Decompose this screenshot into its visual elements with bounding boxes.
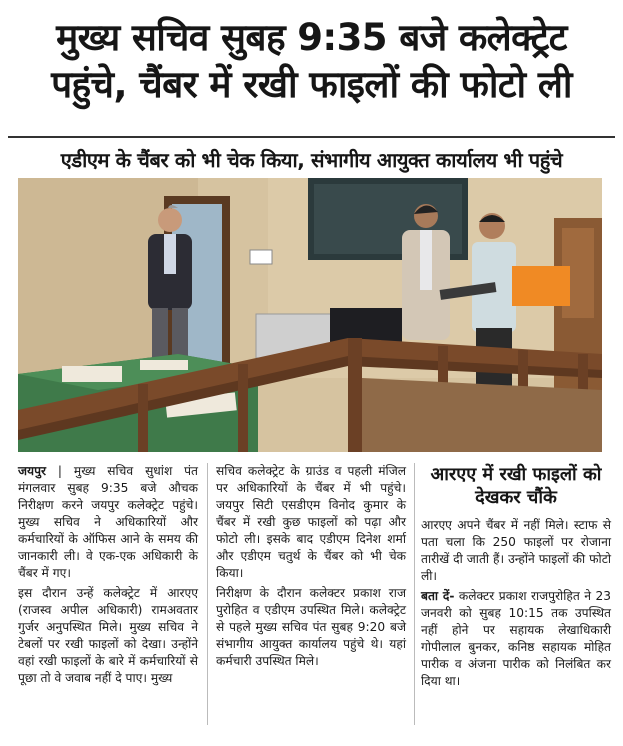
sidebar-title: आरएए में रखी फाइलों को देखकर चौंके [430, 464, 602, 508]
article-paragraph: निरीक्षण के दौरान कलेक्टर प्रकाश राज पुरोहित व एडीएम उपस्थित मिले। कलेक्ट्रेट से पहले मुख्य सचिव पंत सुबह 9:20 बजे संभागीय आयुक्त कार्यालय पहुंचे थे। यहां कर्मचारी उपस्थित मिले। [216, 586, 406, 668]
column-divider [207, 463, 208, 725]
article-text: | मुख्य सचिव सुधांश पंत मंगलवार सुबह 9:35 बजे औचक निरीक्षण करने जयपुर कलेक्ट्रेट पहुंचे। मुख्य सचिव ने अधिकारियों और कर्मचारियों के ऑफिस आने के समय की जानकारी ली। वे एक-एक अधिकारी के चैंबर में गए। [18, 464, 198, 580]
column-divider [414, 463, 415, 725]
sidebar-lead: बता दें- [421, 589, 455, 603]
sidebar-text: कलेक्टर प्रकाश राजपुरोहित ने 23 जनवरी को सुबह 10:15 तक उपस्थित नहीं होने पर सहायक लेखाधिकारी गोपीलाल बुनकर, कनिष्ठ सहायक मोहित पारीक व अंजना पारीक को निलंबित कर दिया था। [421, 589, 611, 688]
article-column-2 [216, 463, 406, 673]
subheadline: एडीएम के चैंबर को भी चेक किया, संभागीय आयुक्त कार्यालय भी पहुंचे [8, 136, 615, 182]
sidebar-paragraph [421, 588, 611, 690]
headline [8, 14, 615, 108]
headline-line-1: मुख्य सचिव सुबह 9:35 बजे कलेक्ट्रेट [56, 16, 567, 59]
article-paragraph: सचिव कलेक्ट्रेट के ग्राउंड व पहली मंजिल पर अधिकारियों के चैंबर में भी पहुंचे। जयपुर सिटी एसडीएम विनोद कुमार के चैंबर में रखी कुछ फाइलों को पढ़ा और फोटो ली। इसके बाद एडीएम दिनेश शर्मा और एडीएम चतुर्थ के चैंबर को भी चेक किया। [216, 464, 406, 580]
dateline: जयपुर [18, 464, 47, 478]
article-paragraph: इस दौरान उन्हें कलेक्ट्रेट में आरएए (राजस्व अपील अधिकारी) रामअवतार गुर्जर अनुपस्थित मिले। मुख्य सचिव ने टेबलों पर रखी फाइलों को देखा। उन्होंने वहां रखी फाइलों के बारे में कर्मचारियों से पूछा तो वे जवाब नहीं दे पाए। मुख्य [18, 586, 198, 685]
article-columns [18, 463, 611, 738]
sidebar-paragraph: आरएए अपने चैंबर में नहीं मिले। स्टाफ से पता चला कि 250 फाइलों पर रोजाना तारीखें दी जाती हैं। उन्होंने फाइलों की फोटो ली। [421, 518, 611, 583]
article-column-1 [18, 463, 198, 690]
news-photo [18, 178, 602, 452]
headline-line-2: पहुंचे, चैंबर में रखी फाइलों की फोटो ली [51, 63, 572, 106]
article-paragraph [18, 463, 198, 582]
sidebar-box [421, 463, 611, 693]
